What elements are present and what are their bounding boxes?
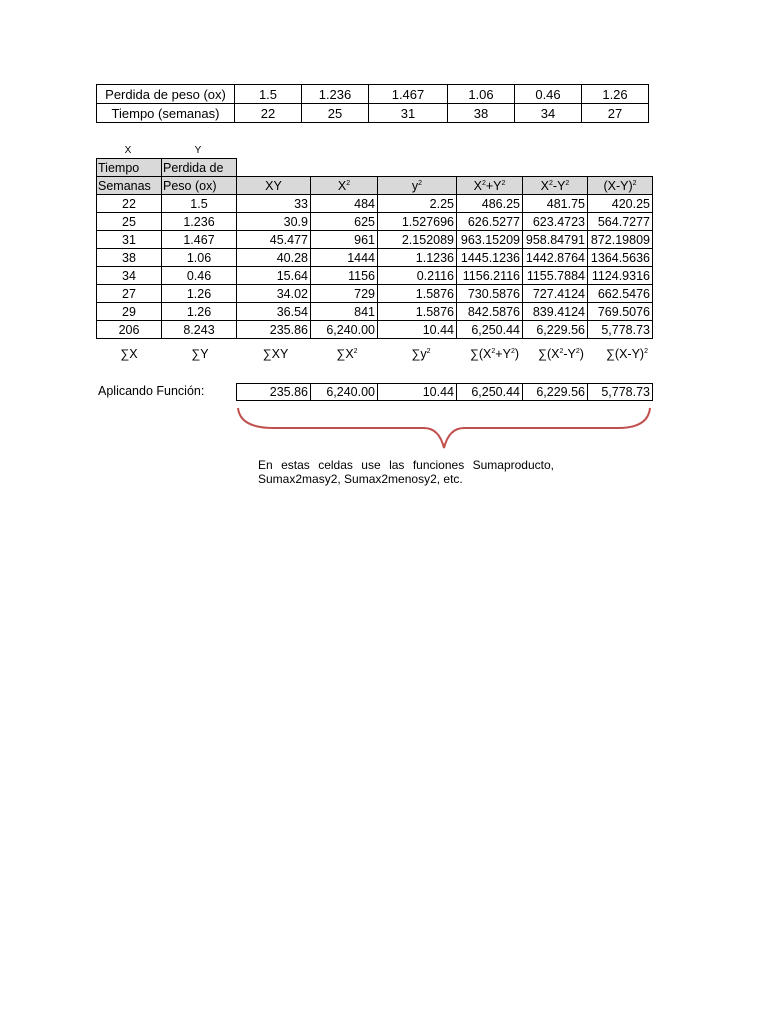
header-text: X — [473, 178, 482, 193]
superscript: 2 — [418, 179, 423, 187]
superscript: 2 — [549, 179, 553, 187]
cell[interactable]: 34.02 — [237, 285, 311, 303]
header-x-minus-y-squared[interactable] — [588, 177, 653, 195]
cell[interactable]: 235.86 — [237, 384, 311, 401]
header-xy[interactable]: XY — [237, 177, 311, 195]
cell[interactable]: 961 — [311, 231, 378, 249]
cell[interactable]: 30.9 — [237, 213, 311, 231]
cell[interactable]: 1.5876 — [378, 285, 457, 303]
cell[interactable]: 29 — [97, 303, 162, 321]
x-letter: X — [124, 145, 132, 156]
superscript: 2 — [491, 347, 496, 355]
header-text: X — [337, 178, 347, 193]
cell[interactable]: 2.25 — [378, 195, 457, 213]
curly-brace-icon — [234, 404, 654, 454]
cell[interactable]: 38 — [448, 104, 515, 123]
sum-xy-label: ∑XY — [262, 347, 289, 361]
cell[interactable]: 1156 — [311, 267, 378, 285]
cell[interactable]: 1155.7884 — [523, 267, 588, 285]
header-x2[interactable] — [311, 177, 378, 195]
sum-text: -Y — [563, 347, 576, 361]
header-text: y — [411, 178, 419, 193]
cell[interactable]: 10.44 — [378, 384, 457, 401]
cell[interactable]: 486.25 — [457, 195, 523, 213]
superscript: 2 — [510, 347, 515, 355]
header-y-line2[interactable]: Peso (ox) — [162, 177, 237, 195]
table-row — [97, 85, 649, 104]
sum-x2-plus-y2-label — [461, 347, 528, 363]
cell[interactable]: 1.236 — [302, 85, 369, 104]
sum-y-label: ∑Y — [191, 347, 209, 361]
table-row — [237, 384, 653, 401]
sum-text: ∑(X — [469, 347, 492, 361]
cell[interactable]: 484 — [311, 195, 378, 213]
totals-row — [97, 321, 653, 339]
cell[interactable]: 27 — [582, 104, 649, 123]
cell[interactable]: 25 — [97, 213, 162, 231]
table-row — [97, 195, 653, 213]
table-row — [97, 231, 653, 249]
cell[interactable]: 5,778.73 — [588, 384, 653, 401]
sum-text: ) — [514, 347, 520, 361]
cell[interactable]: 1.26 — [162, 303, 237, 321]
cell[interactable]: 6,250.44 — [457, 321, 523, 339]
cell[interactable]: 31 — [369, 104, 448, 123]
cell[interactable]: 1364.5636 — [588, 249, 653, 267]
superscript: 2 — [575, 347, 580, 355]
cell[interactable]: 8.243 — [162, 321, 237, 339]
aplicando-table — [236, 383, 653, 401]
header-text: +Y — [485, 178, 502, 193]
cell[interactable]: 729 — [311, 285, 378, 303]
cell[interactable]: 31 — [97, 231, 162, 249]
cell[interactable]: 22 — [235, 104, 302, 123]
superscript: 2 — [426, 347, 431, 355]
cell[interactable]: 1.527696 — [378, 213, 457, 231]
sum-text: ∑(X-Y) — [606, 347, 645, 361]
cell[interactable]: 1.236 — [162, 213, 237, 231]
aplicando-label: Aplicando Función: — [98, 384, 205, 398]
cell[interactable]: 0.46 — [162, 267, 237, 285]
cell[interactable]: 623.4723 — [523, 213, 588, 231]
cell[interactable]: 1444 — [311, 249, 378, 267]
top-data-table — [96, 84, 649, 123]
cell[interactable]: 0.2116 — [378, 267, 457, 285]
table-row — [97, 267, 653, 285]
cell[interactable]: 839.4124 — [523, 303, 588, 321]
cell[interactable]: 25 — [302, 104, 369, 123]
header-text: -Y — [552, 178, 566, 193]
header-text: (X-Y) — [603, 178, 633, 193]
cell[interactable]: 6,229.56 — [523, 384, 588, 401]
empty-cell — [237, 159, 653, 177]
cell[interactable]: 6,250.44 — [457, 384, 523, 401]
sum-x2-minus-y2-label — [528, 347, 594, 363]
cell[interactable]: 1156.2116 — [457, 267, 523, 285]
superscript: 2 — [565, 179, 570, 187]
header-x-line1[interactable]: Tiempo — [97, 159, 162, 177]
cell[interactable]: 842.5876 — [457, 303, 523, 321]
header-x2-minus-y2[interactable] — [523, 177, 588, 195]
cell[interactable]: 2.152089 — [378, 231, 457, 249]
cell[interactable]: 27 — [97, 285, 162, 303]
superscript: 2 — [353, 347, 358, 355]
cell[interactable]: 0.46 — [515, 85, 582, 104]
cell[interactable]: 6,240.00 — [311, 321, 378, 339]
sum-text: +Y — [495, 347, 511, 361]
cell[interactable]: 40.28 — [237, 249, 311, 267]
cell[interactable]: 38 — [97, 249, 162, 267]
sum-y2-label — [381, 347, 461, 363]
cell[interactable]: 963.15209 — [457, 231, 523, 249]
superscript: 2 — [481, 179, 486, 187]
table-row — [97, 249, 653, 267]
cell[interactable]: 662.5476 — [588, 285, 653, 303]
superscript: 2 — [346, 179, 351, 187]
cell[interactable]: 1442.8764 — [523, 249, 588, 267]
y-letter: Y — [194, 145, 202, 156]
cell[interactable]: 1.26 — [582, 85, 649, 104]
table-row — [97, 285, 653, 303]
main-data-table — [96, 158, 653, 339]
header-row-1 — [97, 159, 653, 177]
sum-text: ∑(X — [538, 347, 560, 361]
cell[interactable]: 5,778.73 — [588, 321, 653, 339]
cell[interactable]: 1.5 — [235, 85, 302, 104]
cell[interactable]: 841 — [311, 303, 378, 321]
cell[interactable]: 730.5876 — [457, 285, 523, 303]
header-text: X — [540, 178, 550, 193]
cell[interactable]: 1.06 — [448, 85, 515, 104]
sum-labels-row — [96, 347, 660, 363]
row-label-tiempo[interactable]: Tiempo (semanas) — [97, 104, 235, 123]
table-row — [97, 104, 649, 123]
cell[interactable]: 625 — [311, 213, 378, 231]
cell[interactable]: 235.86 — [237, 321, 311, 339]
cell[interactable]: 6,229.56 — [523, 321, 588, 339]
cell[interactable]: 626.5277 — [457, 213, 523, 231]
sum-x-minus-y-squared-label — [594, 347, 660, 363]
superscript: 2 — [644, 347, 648, 355]
cell[interactable]: 6,240.00 — [311, 384, 378, 401]
header-y2[interactable] — [378, 177, 457, 195]
cell[interactable]: 958.84791 — [523, 231, 588, 249]
note-text: En estas celdas use las funciones Sumaproducto, Sumax2masy2, Sumax2menosy2, etc. — [258, 458, 554, 486]
table-row — [97, 213, 653, 231]
cell[interactable]: 34 — [97, 267, 162, 285]
cell[interactable]: 1.06 — [162, 249, 237, 267]
header-x-line2[interactable]: Semanas — [97, 177, 162, 195]
header-row-2 — [97, 177, 653, 195]
row-label-peso[interactable]: Perdida de peso (ox) — [97, 85, 235, 104]
cell[interactable]: 45.477 — [237, 231, 311, 249]
cell[interactable]: 206 — [97, 321, 162, 339]
sum-text: ) — [579, 347, 584, 361]
cell[interactable]: 420.25 — [588, 195, 653, 213]
superscript: 2 — [501, 179, 506, 187]
cell[interactable]: 1.467 — [369, 85, 448, 104]
cell[interactable]: 769.5076 — [588, 303, 653, 321]
superscript: 2 — [632, 179, 637, 187]
cell[interactable]: 872.19809 — [588, 231, 653, 249]
cell[interactable]: 1.467 — [162, 231, 237, 249]
cell[interactable]: 36.54 — [237, 303, 311, 321]
cell[interactable]: 10.44 — [378, 321, 457, 339]
cell[interactable]: 1124.9316 — [588, 267, 653, 285]
cell[interactable]: 34 — [515, 104, 582, 123]
cell[interactable]: 481.75 — [523, 195, 588, 213]
sum-x-label: ∑X — [120, 347, 138, 361]
cell[interactable]: 1.1236 — [378, 249, 457, 267]
cell[interactable]: 727.4124 — [523, 285, 588, 303]
cell[interactable]: 1445.1236 — [457, 249, 523, 267]
cell[interactable]: 15.64 — [237, 267, 311, 285]
cell[interactable]: 564.7277 — [588, 213, 653, 231]
sum-x2-label — [313, 347, 381, 363]
header-x2-plus-y2[interactable] — [457, 177, 523, 195]
header-y-line1[interactable]: Perdida de — [162, 159, 237, 177]
cell[interactable]: 33 — [237, 195, 311, 213]
superscript: 2 — [559, 347, 564, 355]
cell[interactable]: 1.5876 — [378, 303, 457, 321]
cell[interactable]: 22 — [97, 195, 162, 213]
cell[interactable]: 1.26 — [162, 285, 237, 303]
cell[interactable]: 1.5 — [162, 195, 237, 213]
sum-text: ∑X — [336, 347, 354, 361]
table-row — [97, 303, 653, 321]
sum-text: ∑y — [411, 347, 427, 361]
